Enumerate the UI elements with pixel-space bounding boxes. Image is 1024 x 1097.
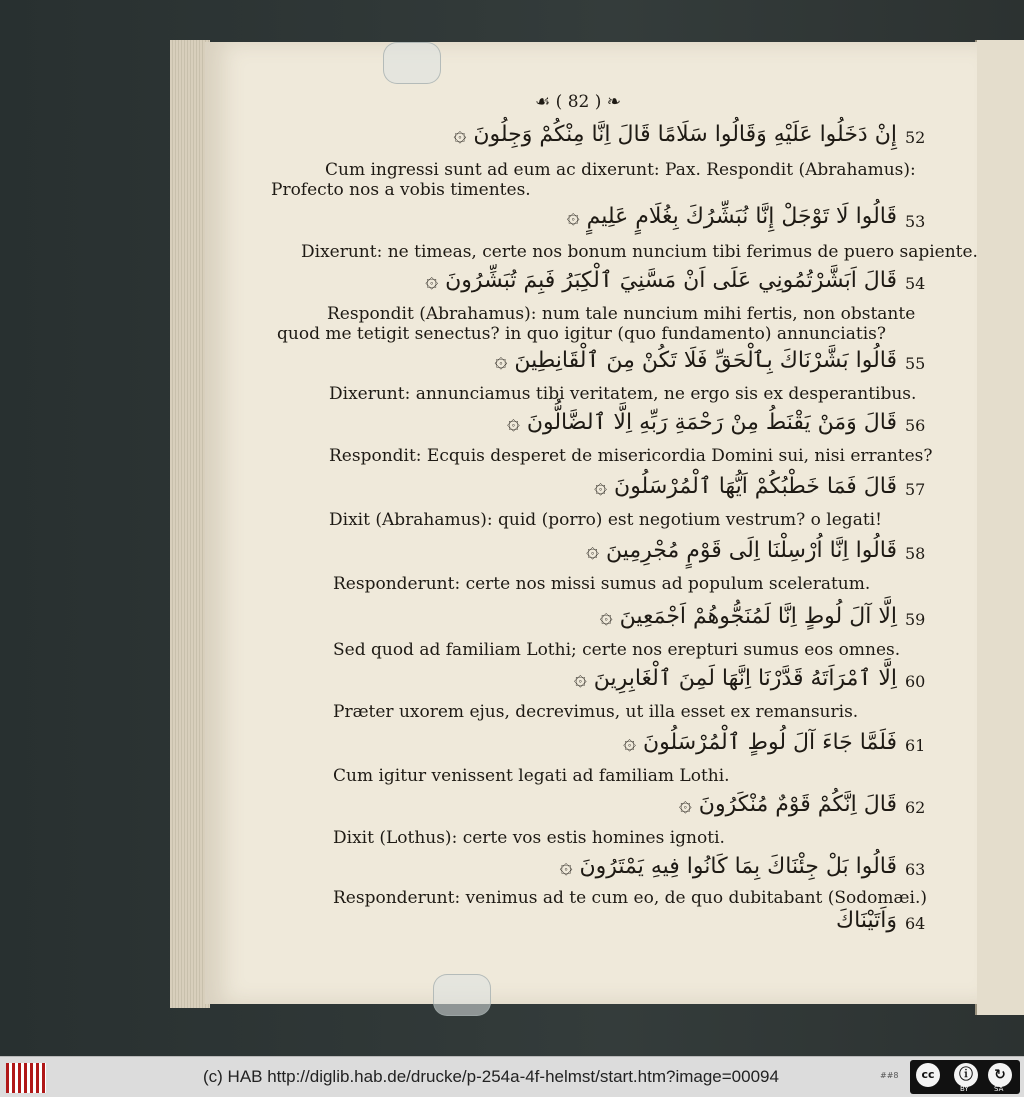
cc-icon: cc — [916, 1063, 940, 1087]
verse-number: 53 — [905, 212, 926, 231]
book-page — [205, 42, 977, 1004]
verse-number: 59 — [905, 610, 926, 629]
verse-number: 63 — [905, 860, 926, 879]
verse-latin: Respondit: Ecquis desperet de misericordia Domini sui, nisi errantes? — [329, 446, 933, 466]
verse-arabic: قَالُوا لَا تَوْجَلْ إِنَّا نُبَشِّرُكَ بِغُلَامٍ عَلِيمٍ ۞ — [566, 204, 897, 229]
verse-arabic: قَالُوا بَشَّرْنَاكَ بِٱلْحَقِّ فَلَا تَكُنْ مِنَ ٱلْقَانِطِينَ ۞ — [494, 348, 897, 373]
verse-arabic: قَالَ وَمَنْ يَقْنَطُ مِنْ رَحْمَةِ رَبِّهِ اِلَّا ٱلضَّالُّونَ ۞ — [506, 410, 897, 435]
verse-arabic: قَالَ فَمَا خَطْبُكُمْ اَيُّهَا ٱلْمُرْسَلُونَ ۞ — [594, 474, 897, 499]
attribution-icon: ⓘ — [954, 1063, 978, 1087]
verse-latin: Cum igitur venissent legati ad familiam Lothi. — [333, 766, 730, 786]
clip-top — [383, 42, 441, 84]
verse-latin: Respondit (Abrahamus): num tale nuncium mihi fertis, non obstante — [327, 304, 916, 324]
verse-arabic: قَالُوا اِنَّا اُرْسِلْنَا اِلَى قَوْمٍ مُجْرِمِينَ ۞ — [586, 538, 897, 563]
verse-latin: Dixerunt: ne timeas, certe nos bonum nuncium tibi ferimus de puero sapiente. — [301, 242, 978, 262]
page-number: ( 82 ) — [555, 92, 602, 112]
verse-number: 61 — [905, 736, 926, 755]
verse-latin: Præter uxorem ejus, decrevimus, ut illa esset ex remansuris. — [333, 702, 859, 722]
verse-latin: Cum ingressi sunt ad eum ac dixerunt: Pax. Respondit (Abrahamus): — [325, 160, 916, 180]
verse-latin: Dixit (Lothus): certe vos estis homines ignoti. — [333, 828, 725, 848]
verse-number: 56 — [905, 416, 926, 435]
verse-arabic: فَلَمَّا جَاءَ آلَ لُوطٍ ٱلْمُرْسَلُونَ ۞ — [623, 730, 897, 755]
verse-latin: Dixit (Abrahamus): quid (porro) est negotium vestrum? o legati! — [329, 510, 882, 530]
verse-number: 55 — [905, 354, 926, 373]
verse-latin: Profecto nos a vobis timentes. — [271, 180, 531, 200]
verse-number: 57 — [905, 480, 926, 499]
catchword-number: 64 — [905, 914, 926, 933]
catchword-arabic: وَاَتَيْنَاكَ — [836, 908, 897, 933]
footer-mark: ##8 — [880, 1071, 899, 1080]
clip-bottom — [433, 974, 491, 1016]
footer-bar — [0, 1056, 1024, 1097]
by-label: BY — [960, 1085, 969, 1093]
verse-number: 62 — [905, 798, 926, 817]
sa-label: SA — [994, 1085, 1004, 1093]
verse-arabic: اِلَّا ٱمْرَاَتَهُ قَدَّرْنَا اِنَّهَا لَمِنَ ٱلْغَابِرِينَ ۞ — [573, 666, 897, 691]
ornament-right: ❧ — [606, 92, 622, 112]
verse-number: 52 — [905, 128, 926, 147]
verse-number: 58 — [905, 544, 926, 563]
verse-latin: Responderunt: certe nos missi sumus ad populum sceleratum. — [333, 574, 871, 594]
page-number-header — [535, 92, 621, 112]
library-logo-icon — [6, 1063, 46, 1093]
verse-arabic: قَالَ اِنَّكُمْ قَوْمٌ مُنْكَرُونَ ۞ — [678, 792, 897, 817]
verse-latin: Responderunt: venimus ad te cum eo, de quo dubitabant (Sodomæi.) — [333, 888, 927, 908]
verse-latin: Sed quod ad familiam Lothi; certe nos erepturi sumus eos omnes. — [333, 640, 901, 660]
verse-arabic: قَالَ اَبَشَّرْتُمُونِي عَلَى اَنْ مَسَّنِيَ ٱلْكِبَرُ فَبِمَ تُبَشِّرُونَ ۞ — [425, 268, 897, 293]
verse-latin: Dixerunt: annunciamus tibi veritatem, ne ergo sis ex desperantibus. — [329, 384, 917, 404]
verse-arabic: اِلَّا آلَ لُوطٍ اِنَّا لَمُنَجُّوهُمْ اَجْمَعِينَ ۞ — [599, 604, 897, 629]
share-alike-icon: ↻ — [988, 1063, 1012, 1087]
ornament-left: ☙ — [535, 92, 551, 112]
page-stack-edge — [170, 40, 210, 1008]
verse-arabic: قَالُوا بَلْ جِئْنَاكَ بِمَا كَانُوا فِيهِ يَمْتَرُونَ ۞ — [559, 854, 897, 879]
verse-number: 60 — [905, 672, 926, 691]
copyright-link[interactable]: (c) HAB http://diglib.hab.de/drucke/p-254a-4f-helmst/start.htm?image=00094 — [203, 1067, 779, 1086]
verse-number: 54 — [905, 274, 926, 293]
facing-page-edge — [975, 40, 1024, 1015]
verse-latin: quod me tetigit senectus? in quo igitur (quo fundamento) annunciatis? — [277, 324, 886, 344]
verse-arabic: إِنْ دَخَلُوا عَلَيْهِ وَقَالُوا سَلَامًا قَالَ اِنَّا مِنْكُمْ وَجِلُونَ ۞ — [453, 122, 897, 147]
cc-license-badge[interactable] — [910, 1060, 1020, 1094]
